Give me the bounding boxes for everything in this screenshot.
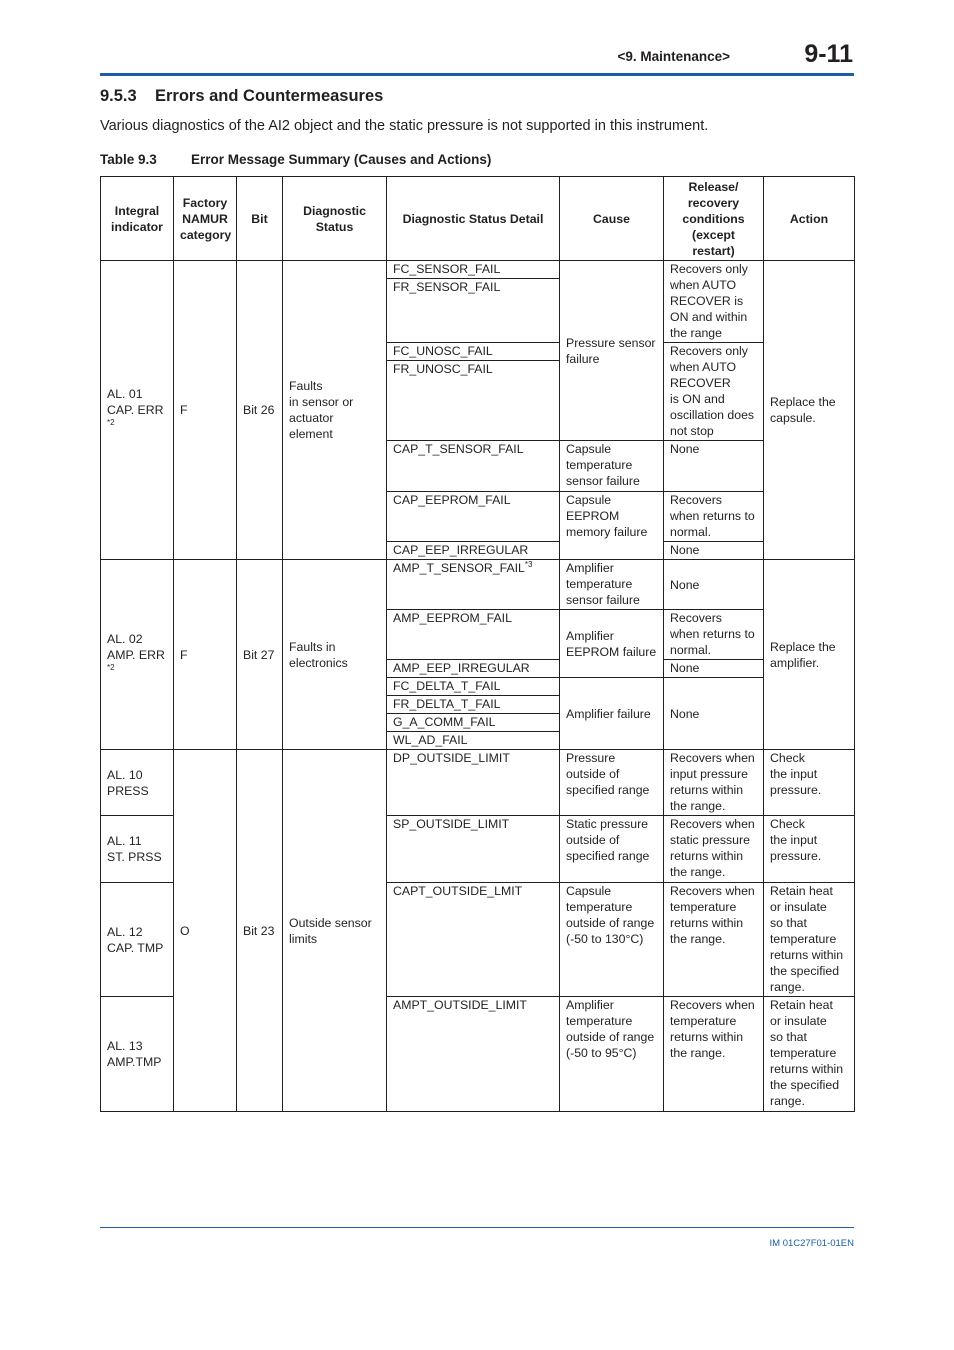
category-g1: F xyxy=(174,261,237,560)
status-g1: Faults in sensor or actuator element xyxy=(283,261,387,560)
footer-divider xyxy=(100,1227,854,1228)
footnote-3: *3 xyxy=(524,559,533,569)
section-heading xyxy=(100,87,383,106)
header-section-title: <9. Maintenance> xyxy=(617,49,730,64)
release-g1-none-b: None xyxy=(664,542,764,560)
detail-cap-t-sensor-fail: CAP_T_SENSOR_FAIL xyxy=(387,441,560,492)
release-g1-none-a: None xyxy=(664,441,764,492)
indicator-al02: AL. 02 AMP. ERR $^{*2}$ xyxy=(101,560,174,750)
status-g3: Outside sensor limits xyxy=(283,750,387,1112)
indicator-al12: AL. 12 CAP. TMP xyxy=(101,883,174,997)
action-retain-heat-b: Retain heat or insulate so that temperature returns within the specified range. xyxy=(764,997,855,1112)
detail-cap-eeprom-fail: CAP_EEPROM_FAIL xyxy=(387,492,560,542)
release-g2-none-c: None xyxy=(664,678,764,750)
detail-fc-unosc-fail: FC_UNOSC_FAIL xyxy=(387,343,560,361)
release-g2-normal: Recovers when returns to normal. xyxy=(664,610,764,660)
header-diagnostic-status: Diagnostic Status xyxy=(283,177,387,261)
action-replace-amplifier: Replace the amplifier. xyxy=(764,560,855,750)
cause-pressure-sensor: Pressure sensor failure xyxy=(560,261,664,441)
document-id: IM 01C27F01-01EN xyxy=(769,1238,854,1249)
header-cause: Cause xyxy=(560,177,664,261)
bit-g1: Bit 26 xyxy=(237,261,283,560)
release-g1-sensor: Recovers only when AUTO RECOVER is ON and within the range xyxy=(664,261,764,343)
section-title: Errors and Countermeasures xyxy=(155,87,384,105)
indicator-al13: AL. 13 AMP.TMP xyxy=(101,997,174,1112)
release-g1-unosc: Recovers only when AUTO RECOVER is ON and oscillation does not stop xyxy=(664,343,764,441)
header-namur-category: Factory NAMUR category xyxy=(174,177,237,261)
release-g1-normal: Recovers when returns to normal. xyxy=(664,492,764,542)
page-number: 9-11 xyxy=(804,40,853,68)
header-release-conditions: Release/ recovery conditions (except restart) xyxy=(664,177,764,261)
action-replace-capsule: Replace the capsule. xyxy=(764,261,855,560)
header-row xyxy=(101,177,855,261)
detail-fc-delta-t-fail: FC_DELTA_T_FAIL xyxy=(387,678,560,696)
detail-fr-unosc-fail: FR_UNOSC_FAIL xyxy=(387,361,560,441)
table-caption-title: Error Message Summary (Causes and Actions) xyxy=(191,152,492,167)
detail-amp-eep-irregular: AMP_EEP_IRREGULAR xyxy=(387,660,560,678)
indicator-al01: AL. 01 CAP. ERR $^{*2}$ xyxy=(101,261,174,560)
indicator-al10: AL. 10 PRESS xyxy=(101,750,174,816)
detail-capt-outside-lmit: CAPT_OUTSIDE_LMIT xyxy=(387,883,560,997)
detail-wl-ad-fail: WL_AD_FAIL xyxy=(387,732,560,750)
error-summary-table xyxy=(100,176,855,1112)
indicator-al11: AL. 11 ST. PRSS xyxy=(101,816,174,883)
cause-static-pressure-outside: Static pressure outside of specified range xyxy=(560,816,664,883)
detail-amp-eeprom-fail: AMP_EEPROM_FAIL xyxy=(387,610,560,660)
cause-capsule-temp-outside: Capsule temperature outside of range (-50 to 130°C) xyxy=(560,883,664,997)
header-integral-indicator: Integral indicator xyxy=(101,177,174,261)
table-caption-label: Table 9.3 xyxy=(100,152,157,167)
detail-cap-eep-irregular: CAP_EEP_IRREGULAR xyxy=(387,542,560,560)
category-g3: O xyxy=(174,750,237,1112)
table-row xyxy=(101,261,855,279)
bit-g2: Bit 27 xyxy=(237,560,283,750)
release-g2-none-b: None xyxy=(664,660,764,678)
release-static-pressure: Recovers when static pressure returns within the range. xyxy=(664,816,764,883)
bit-g3: Bit 23 xyxy=(237,750,283,1112)
detail-ampt-outside-limit: AMPT_OUTSIDE_LIMIT xyxy=(387,997,560,1112)
cause-amp-temp-outside: Amplifier temperature outside of range (-50 to 95°C) xyxy=(560,997,664,1112)
table-row xyxy=(101,750,855,816)
release-amp-temp: Recovers when temperature returns within the range. xyxy=(664,997,764,1112)
header-status-detail: Diagnostic Status Detail xyxy=(387,177,560,261)
table-caption xyxy=(100,152,491,167)
header-bit: Bit xyxy=(237,177,283,261)
action-retain-heat-a: Retain heat or insulate so that temperature returns within the specified range. xyxy=(764,883,855,997)
cause-amp-failure: Amplifier failure xyxy=(560,678,664,750)
detail-g-a-comm-fail: G_A_COMM_FAIL xyxy=(387,714,560,732)
release-capsule-temp: Recovers when temperature returns within the range. xyxy=(664,883,764,997)
release-g2-none-a: None xyxy=(664,560,764,610)
release-input-pressure: Recovers when input pressure returns within the range. xyxy=(664,750,764,816)
detail-fr-sensor-fail: FR_SENSOR_FAIL xyxy=(387,279,560,343)
detail-fc-sensor-fail: FC_SENSOR_FAIL xyxy=(387,261,560,279)
cause-amp-eeprom: Amplifier EEPROM failure xyxy=(560,610,664,678)
header-divider xyxy=(100,73,854,76)
cause-pressure-outside: Pressure outside of specified range xyxy=(560,750,664,816)
detail-fr-delta-t-fail: FR_DELTA_T_FAIL xyxy=(387,696,560,714)
table-row xyxy=(101,560,855,610)
action-check-input-b: Check the input pressure. xyxy=(764,816,855,883)
category-g2: F xyxy=(174,560,237,750)
header-action: Action xyxy=(764,177,855,261)
cause-capsule-eeprom: Capsule EEPROM memory failure xyxy=(560,492,664,560)
action-check-input-a: Check the input pressure. xyxy=(764,750,855,816)
detail-amp-t-sensor-fail: AMP_T_SENSOR_FAIL$^{*3}$ xyxy=(387,560,560,610)
section-number: 9.5.3 xyxy=(100,87,137,105)
intro-paragraph: Various diagnostics of the AI2 object and the static pressure is not supported in this instrument. xyxy=(100,118,709,134)
detail-dp-outside-limit: DP_OUTSIDE_LIMIT xyxy=(387,750,560,816)
status-g2: Faults in electronics xyxy=(283,560,387,750)
cause-amp-temp-sensor: Amplifier temperature sensor failure xyxy=(560,560,664,610)
detail-sp-outside-limit: SP_OUTSIDE_LIMIT xyxy=(387,816,560,883)
cause-capsule-temp-sensor: Capsule temperature sensor failure xyxy=(560,441,664,492)
